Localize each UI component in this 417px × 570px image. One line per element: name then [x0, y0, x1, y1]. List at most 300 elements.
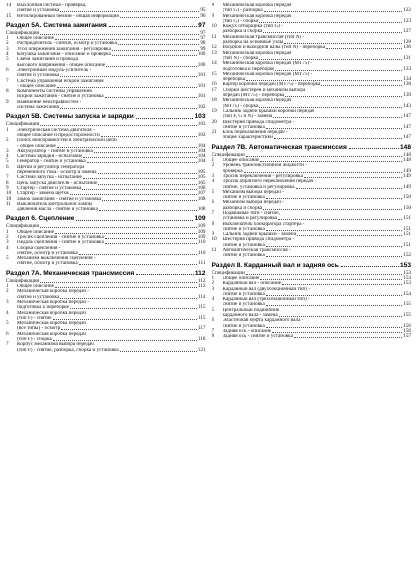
entry-title: Механическая коробка передач (МТ75) -	[222, 71, 313, 77]
entry-title: Нетилированный бензин - общая информация	[17, 13, 119, 19]
page-number: 153	[403, 280, 411, 287]
entry-title: Сальник задней крышки коробки передач	[222, 108, 315, 114]
dot-leader	[321, 85, 402, 86]
entry-number: 10	[6, 190, 12, 197]
entry-title: передач (МТ75) - переборка	[222, 93, 285, 99]
entry-number: 6	[6, 330, 9, 337]
page-number: 147	[403, 123, 411, 130]
dot-leader	[60, 11, 199, 12]
page-number: 109	[197, 233, 206, 240]
entry-title: снятие, осмотр и установка	[17, 250, 78, 256]
entry-number: 4	[211, 178, 215, 185]
entry-number: 10	[211, 23, 217, 30]
page-number: 127	[403, 28, 411, 35]
entry-number: 4	[6, 244, 9, 251]
page-number: 101	[197, 93, 206, 100]
entry-title: снятие и установка	[222, 302, 265, 308]
entry-number: 1	[6, 126, 9, 133]
entry-title: Цепь запуска двигателя - испытание	[17, 180, 98, 186]
page-number: 156	[403, 322, 411, 329]
entry-number: 7	[6, 341, 9, 348]
entry-number: 2	[6, 40, 9, 47]
dot-leader	[263, 32, 402, 33]
dot-leader	[53, 319, 197, 320]
page-number: 104	[197, 153, 206, 160]
entry-title: (тип F) - сборка	[17, 337, 52, 343]
entry-number: 5	[211, 188, 215, 195]
page-number: 99	[200, 45, 206, 52]
entry-title: Кожух отборщика (тип G) -	[222, 24, 284, 30]
entry-title: Спецификации	[6, 277, 40, 284]
entry-title: Механическая коробка передач	[17, 331, 86, 337]
entry-title: Генератор - снятие и установка	[17, 159, 86, 165]
entry-title: Эластичная муфта карданного вала -	[222, 318, 304, 324]
entry-title: снятие и установка	[222, 323, 265, 329]
entry-title: разборка и сборка	[222, 29, 263, 35]
toc-entry	[6, 207, 206, 212]
dot-leader	[259, 22, 402, 23]
entry-title: (все типы) - осмотр	[17, 326, 61, 332]
entry-title: Механическая коробка передач	[222, 13, 292, 19]
entry-number: 1	[211, 157, 215, 164]
entry-title: Блок переключения передач -	[222, 130, 288, 136]
page-number: 153	[399, 261, 411, 269]
entry-title: снятие, осмотр и установка	[17, 261, 78, 267]
dot-leader	[136, 118, 194, 119]
dot-leader	[296, 188, 403, 189]
entry-title: Автоматическая трансмиссия -	[222, 248, 291, 254]
entry-title: система зажигания	[17, 105, 59, 111]
page-number: 110	[197, 239, 206, 246]
entry-title: искрой зажигания - снятие и установка	[17, 94, 104, 100]
entry-title: Механическая трансмиссия (тип N) -	[222, 34, 305, 40]
dot-leader	[274, 138, 402, 139]
section-heading	[6, 215, 206, 222]
dot-leader	[326, 48, 402, 49]
entry-number: 10	[211, 236, 217, 243]
page-number: 115	[197, 304, 206, 311]
dot-leader	[266, 295, 402, 296]
dot-leader	[266, 128, 402, 129]
dot-leader	[55, 233, 197, 234]
entry-number: 1	[6, 228, 9, 235]
dot-leader	[70, 194, 197, 195]
dot-leader	[246, 274, 402, 275]
page-number: 128	[403, 39, 411, 46]
dot-leader	[57, 87, 197, 88]
entry-number: 9	[211, 231, 215, 238]
entry-title: Шестерня привода спидометра -	[222, 119, 295, 125]
entry-number: 5	[6, 56, 9, 63]
page-number: 153	[403, 269, 411, 276]
entry-title: Стартер - снятие и установка	[17, 185, 82, 191]
dot-leader	[105, 243, 197, 244]
page-number: 103	[197, 131, 206, 138]
page-number: 122	[403, 7, 411, 14]
toc-entry	[212, 334, 412, 339]
section-heading	[6, 113, 206, 120]
entry-title: разборка на основные узлы	[222, 40, 284, 46]
dot-leader	[60, 108, 197, 109]
entry-number: 2	[6, 233, 9, 240]
entry-title: Сборка сцепления -	[17, 245, 61, 251]
entry-title: подготовка к переборке	[17, 305, 69, 311]
page-number: 112	[194, 269, 206, 277]
dot-leader	[266, 256, 402, 257]
toc-entry	[212, 253, 412, 258]
dot-leader	[79, 254, 197, 255]
dot-leader	[244, 172, 403, 173]
entry-title: Выхлопная система - проверка,	[17, 3, 87, 8]
page-number: 114	[197, 293, 206, 300]
entry-title: Катушка зажигания - описание и проверка	[17, 52, 111, 58]
dot-leader	[263, 209, 402, 210]
entry-title: проверка	[222, 168, 243, 174]
entry-number: 9	[6, 98, 9, 105]
entry-title: Спецификации	[211, 151, 245, 158]
entry-number: 9	[211, 12, 215, 19]
entry-title: (тип F) - снятие, разборка, сборка и установка	[17, 347, 119, 353]
entry-title: Механическая коробка передач (МТ75) -	[222, 61, 313, 67]
entry-title: Щетки и регулятор генератора	[17, 164, 85, 170]
entry-title: снятие и установка	[222, 253, 265, 259]
dot-leader	[112, 55, 197, 56]
page-number: 107	[197, 190, 206, 197]
entry-title: разборка и сборка	[222, 205, 263, 211]
page-number: 104	[197, 142, 206, 149]
page-number: 155	[403, 312, 411, 319]
page-number: 109	[197, 228, 206, 235]
page-number: 131	[403, 54, 411, 61]
dot-leader	[53, 340, 197, 341]
page-number: 149	[403, 183, 411, 190]
entry-title: установка и регулировка	[222, 216, 278, 222]
page-number: 148	[403, 157, 411, 164]
page-number: 112	[197, 277, 206, 284]
page-number: 97	[200, 29, 206, 36]
page-number: 151	[403, 225, 411, 232]
page-number: 152	[403, 252, 411, 259]
page-number: 157	[403, 333, 411, 340]
entry-number: 7	[6, 77, 9, 84]
dot-leader	[349, 148, 399, 149]
dot-leader	[136, 274, 194, 275]
entry-title: Сальник задней крышки - замена	[222, 232, 297, 238]
entry-number: 8	[6, 179, 9, 186]
entry-number: 18	[211, 97, 217, 104]
page-number: 105	[197, 169, 206, 176]
entry-number: 4	[211, 296, 215, 303]
entry-title: снятие и установка	[222, 226, 265, 232]
entry-title: Корпус механизма выбора передач	[17, 342, 94, 348]
entry-title: Тросик переключения - регулировка	[222, 173, 303, 179]
page-number: 110	[197, 249, 206, 256]
entry-title: (тип F, G и N) - замена	[222, 114, 273, 120]
section-heading	[6, 270, 206, 277]
entry-number: 3	[211, 285, 215, 292]
entry-title: высокого напряжения - общее описание	[17, 62, 106, 68]
page-number: 154	[403, 290, 411, 297]
entry-title: Замок зажигания - снятие и установка	[17, 196, 102, 202]
page-number: 151	[403, 231, 411, 238]
dot-leader	[99, 210, 197, 211]
dot-leader	[40, 34, 199, 35]
dot-leader	[102, 200, 196, 201]
page-number: 130	[403, 44, 411, 51]
entry-number: 8	[211, 220, 215, 227]
entry-number: 11	[6, 200, 11, 207]
dot-leader	[55, 287, 197, 288]
entry-title: Общее описание	[222, 158, 260, 164]
entry-title: Задняя ось - снятие и установка	[222, 334, 293, 340]
entry-title: Спецификации	[6, 223, 40, 230]
entry-title: снятие и установка	[17, 73, 60, 79]
entry-title: Электрическая система двигателя -	[17, 127, 95, 133]
section-title: Раздел 7А. Механическая трансмиссия	[6, 269, 135, 277]
page-number: 103	[194, 113, 206, 121]
dot-leader	[120, 351, 197, 352]
dot-leader	[83, 157, 196, 158]
page-number: 108	[197, 206, 206, 213]
entry-title: снятие и установка	[17, 8, 60, 14]
entry-title: Карданный вал (трехсекционный тип) -	[222, 297, 310, 303]
page-number: 100	[197, 51, 206, 58]
page-number: 109	[197, 223, 206, 230]
dot-leader	[98, 173, 197, 174]
entry-title: Тросик сцепления - снятие и установка	[17, 234, 104, 240]
entry-title: Распределитель - снятие, осмотр и установка	[17, 41, 117, 47]
entry-title: снятие и установка	[222, 242, 265, 248]
entry-title: Механическая коробка передач	[222, 3, 292, 8]
page-number: 148	[399, 143, 411, 151]
dot-leader	[70, 308, 197, 309]
entry-title: Общее описание	[17, 36, 54, 42]
entry-title: (МТ75) - сборка	[222, 103, 259, 109]
entry-number: 21	[211, 129, 217, 136]
entry-number: 4	[6, 153, 9, 160]
entry-title: (тип G) - сборка	[222, 18, 259, 24]
entry-title: снятие и установка	[222, 195, 265, 201]
entry-title: Электронный модуль-усилитель -	[17, 67, 92, 73]
entry-title: Система запуска - испытание	[17, 175, 82, 181]
entry-number: 5	[6, 158, 9, 165]
entry-title: Выявление неисправностей -	[17, 99, 82, 105]
page-number: 149	[403, 167, 411, 174]
dot-leader	[79, 264, 197, 265]
section-heading	[6, 22, 206, 29]
page-number: 117	[197, 325, 206, 332]
entry-title: Угол опережения зажигания - регулировка	[17, 46, 111, 52]
page-number: 101	[197, 72, 206, 79]
page-number: 102	[197, 104, 206, 111]
entry-title: подготовка к переборке	[222, 66, 275, 72]
dot-leader	[266, 246, 402, 247]
entry-number: 3	[6, 45, 9, 52]
page-number: 97	[198, 21, 206, 29]
dot-leader	[55, 39, 199, 40]
page-number: 155	[403, 301, 411, 308]
dot-leader	[279, 316, 403, 317]
entry-number: 10	[6, 195, 12, 202]
entry-number: 14	[211, 60, 217, 67]
section-heading	[212, 144, 412, 151]
dot-leader	[260, 161, 402, 162]
page-number: 118	[197, 336, 206, 343]
dot-leader	[98, 184, 196, 185]
entry-title: Спецификации	[6, 121, 40, 128]
dot-leader	[40, 125, 196, 126]
entry-title: Общее описание	[17, 229, 54, 235]
page-number: 103	[197, 121, 206, 128]
page-number: 109	[194, 215, 206, 223]
entry-title: снятие и установка	[17, 294, 60, 300]
entry-title: Карданный вал (двухсекционный тип) -	[222, 286, 311, 292]
entry-number: 7	[211, 327, 215, 334]
page-number: 153	[403, 274, 411, 281]
entry-number: 9	[6, 184, 9, 191]
dot-leader	[266, 305, 402, 306]
dot-leader	[284, 43, 402, 44]
entry-title: Механизм выбора передач -	[222, 200, 284, 206]
entry-number: 3	[6, 298, 9, 305]
entry-title: общее описание и предосторожности	[17, 132, 100, 138]
dot-leader	[273, 117, 402, 118]
entry-number: 20	[211, 118, 217, 125]
page-number: 148	[403, 151, 411, 158]
dot-leader	[294, 337, 402, 338]
toc-entry	[6, 348, 206, 353]
entry-number: 1	[211, 274, 215, 281]
entry-title: Механическая коробка передач -	[17, 299, 89, 305]
dot-leader	[275, 70, 402, 71]
entry-number: 1	[6, 283, 9, 290]
entry-title: Педаль сцепления - снятие и установка	[17, 240, 104, 246]
dot-leader	[272, 332, 402, 333]
dot-leader	[266, 230, 402, 231]
entry-title: общие характеристики	[222, 135, 273, 141]
page-number: 104	[197, 158, 206, 165]
section-title: Раздел 5В. Системы запуска и зарядки	[6, 113, 134, 121]
dot-leader	[106, 66, 197, 67]
dot-leader	[118, 44, 199, 45]
page-number: 151	[403, 215, 411, 222]
entry-title: давления масла - снятие и установка	[17, 207, 98, 213]
dot-leader	[60, 298, 197, 299]
page-number: 105	[197, 174, 206, 181]
page-number: 115	[197, 314, 206, 321]
toc-column-left	[6, 3, 206, 570]
entry-number: 7	[6, 174, 9, 181]
page-number: 150	[403, 204, 411, 211]
dot-leader	[260, 279, 402, 280]
dot-leader	[57, 147, 197, 148]
entry-number: 6	[6, 66, 9, 73]
entry-number: 14	[6, 3, 12, 8]
entry-title: снятие и установка	[222, 291, 265, 297]
entry-title: Подвижные тяги - снятие,	[222, 210, 280, 216]
entry-title: Уровень трансмиссионной жидкости -	[222, 163, 307, 169]
entry-title: Свечи зажигания и провода	[17, 57, 78, 63]
entry-title: (тип G) - разборка	[222, 8, 263, 14]
page-number: 133	[403, 65, 411, 72]
page-number: 96	[200, 12, 206, 19]
entry-title: Спецификации	[6, 29, 40, 36]
entry-number: 8	[211, 333, 215, 340]
entry-title: Тросик обратного переключения передач -	[222, 179, 317, 185]
entry-number: 3	[6, 147, 9, 154]
entry-number: 4	[6, 309, 9, 316]
entry-title: Шестерня привода спидометра -	[222, 237, 295, 243]
dot-leader	[246, 80, 402, 81]
dot-leader	[105, 97, 197, 98]
entry-title: Выключатель контрольной лампы	[17, 201, 93, 207]
dot-leader	[60, 76, 196, 77]
dot-leader	[285, 96, 402, 97]
dot-leader	[259, 107, 402, 108]
toc-entry	[6, 105, 206, 110]
entry-title: переменного тока - осмотр и замена	[17, 170, 97, 176]
page-number: 101	[197, 82, 206, 89]
entry-title: снятие и установка	[222, 124, 265, 130]
entry-number: 6	[6, 163, 9, 170]
entry-number: 2	[211, 280, 215, 287]
dot-leader	[341, 266, 399, 267]
entry-title: Задняя ось - описание	[222, 328, 272, 334]
dot-leader	[82, 189, 196, 190]
page-number: 112	[197, 283, 206, 290]
entry-number: 11	[211, 247, 217, 254]
page-number: 106	[197, 184, 206, 191]
entry-title: Центральный подшипник	[222, 307, 280, 313]
entry-number: 19	[211, 107, 217, 114]
dot-leader	[105, 238, 197, 239]
page-number: 104	[197, 147, 206, 154]
entry-title: Картер коробки передач (МТ75) - переборка	[222, 82, 321, 88]
dot-leader	[304, 177, 402, 178]
dot-leader	[278, 219, 402, 220]
entry-title: Механическая коробка передач	[17, 310, 86, 316]
entry-title: Стартер - замена щеток	[17, 191, 69, 197]
entry-number: 8	[6, 88, 9, 95]
entry-number: 1	[6, 35, 9, 42]
page-number: 139	[403, 92, 411, 99]
entry-title: Сборки шестерен и механизм выбора	[222, 87, 306, 93]
entry-number: 2	[211, 162, 215, 169]
page-number: 97	[200, 35, 206, 42]
page-number: 138	[403, 81, 411, 88]
entry-title: Карданный вал - описание	[222, 281, 282, 287]
entry-number: 5	[211, 306, 215, 313]
dot-leader	[112, 50, 200, 51]
toc-entry	[6, 14, 206, 19]
page-number: 105	[197, 179, 206, 186]
entry-title: (тип N) - сборка	[222, 55, 259, 61]
dot-leader	[264, 11, 403, 12]
entry-number: 16	[211, 81, 217, 88]
entry-title: Механическая коробка передач	[222, 98, 292, 104]
dot-leader	[246, 156, 402, 157]
dot-leader	[266, 327, 402, 328]
entry-number: 6	[211, 317, 215, 324]
page-number: 100	[197, 61, 206, 68]
entry-title: Общее описание	[222, 275, 260, 281]
entry-title: Система управления искрой зажигания	[17, 78, 104, 84]
entry-title: Механизм выбора передач -	[222, 189, 284, 195]
entry-number: 2	[6, 137, 9, 144]
entry-title: Механическая коробка передач -	[17, 289, 89, 295]
dot-leader	[266, 198, 402, 199]
entry-number: 15	[6, 12, 12, 19]
